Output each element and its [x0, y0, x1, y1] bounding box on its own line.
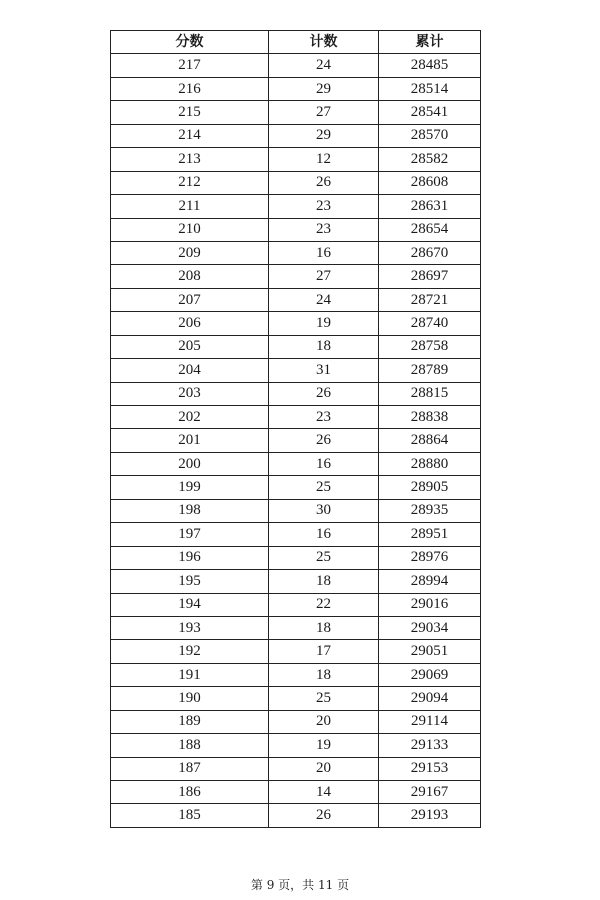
score-cell: 208: [111, 265, 269, 288]
cumulative-cell: 28905: [379, 476, 481, 499]
score-cell: 185: [111, 804, 269, 827]
table-row: [111, 804, 481, 827]
cumulative-cell: 29094: [379, 687, 481, 710]
cumulative-cell: 28994: [379, 570, 481, 593]
cumulative-cell: 29167: [379, 781, 481, 804]
count-cell: 25: [269, 546, 379, 569]
table-row: [111, 663, 481, 686]
table-row: [111, 218, 481, 241]
table-row: [111, 757, 481, 780]
cumulative-cell: 28815: [379, 382, 481, 405]
score-cell: 198: [111, 499, 269, 522]
cumulative-cell: 28582: [379, 148, 481, 171]
score-cell: 201: [111, 429, 269, 452]
score-cell: 186: [111, 781, 269, 804]
score-distribution-table: [110, 30, 481, 828]
score-cell: 194: [111, 593, 269, 616]
table-row: [111, 171, 481, 194]
table-row: [111, 710, 481, 733]
score-cell: 214: [111, 124, 269, 147]
cumulative-cell: 28740: [379, 312, 481, 335]
table-row: [111, 781, 481, 804]
count-cell: 16: [269, 452, 379, 475]
table-row: [111, 54, 481, 77]
count-cell: 30: [269, 499, 379, 522]
score-cell: 206: [111, 312, 269, 335]
count-cell: 18: [269, 570, 379, 593]
table-row: [111, 241, 481, 264]
cumulative-cell: 28670: [379, 241, 481, 264]
page-number-footer: 第 9 页，共 11 页: [250, 878, 350, 892]
table-row: [111, 687, 481, 710]
count-cell: 29: [269, 77, 379, 100]
cumulative-cell: 29016: [379, 593, 481, 616]
cumulative-cell: 28951: [379, 523, 481, 546]
table-row: [111, 734, 481, 757]
cumulative-cell: 28631: [379, 195, 481, 218]
count-cell: 25: [269, 476, 379, 499]
header-count: 计数: [269, 31, 379, 54]
score-cell: 187: [111, 757, 269, 780]
table-row: [111, 499, 481, 522]
count-cell: 26: [269, 382, 379, 405]
score-cell: 202: [111, 406, 269, 429]
cumulative-cell: 29133: [379, 734, 481, 757]
count-cell: 22: [269, 593, 379, 616]
count-cell: 27: [269, 265, 379, 288]
count-cell: 17: [269, 640, 379, 663]
count-cell: 16: [269, 241, 379, 264]
count-cell: 26: [269, 171, 379, 194]
cumulative-cell: 28864: [379, 429, 481, 452]
count-cell: 20: [269, 710, 379, 733]
cumulative-cell: 29153: [379, 757, 481, 780]
table-row: [111, 359, 481, 382]
table-row: [111, 616, 481, 639]
score-cell: 192: [111, 640, 269, 663]
count-cell: 26: [269, 429, 379, 452]
cumulative-cell: 28654: [379, 218, 481, 241]
score-cell: 200: [111, 452, 269, 475]
table-row: [111, 429, 481, 452]
count-cell: 24: [269, 54, 379, 77]
cumulative-cell: 29034: [379, 616, 481, 639]
score-cell: 213: [111, 148, 269, 171]
table-row: [111, 476, 481, 499]
table-row: [111, 546, 481, 569]
table-row: [111, 382, 481, 405]
cumulative-cell: 28880: [379, 452, 481, 475]
table-body: [111, 54, 481, 827]
table-row: [111, 101, 481, 124]
score-cell: 193: [111, 616, 269, 639]
score-cell: 195: [111, 570, 269, 593]
table-row: [111, 452, 481, 475]
count-cell: 12: [269, 148, 379, 171]
score-cell: 190: [111, 687, 269, 710]
count-cell: 24: [269, 288, 379, 311]
cumulative-cell: 28935: [379, 499, 481, 522]
cumulative-cell: 29193: [379, 804, 481, 827]
table-row: [111, 570, 481, 593]
cumulative-cell: 28570: [379, 124, 481, 147]
count-cell: 25: [269, 687, 379, 710]
score-cell: 203: [111, 382, 269, 405]
cumulative-cell: 28514: [379, 77, 481, 100]
table-row: [111, 148, 481, 171]
count-cell: 29: [269, 124, 379, 147]
score-cell: 189: [111, 710, 269, 733]
table-row: [111, 77, 481, 100]
count-cell: 18: [269, 335, 379, 358]
table-row: [111, 523, 481, 546]
score-cell: 207: [111, 288, 269, 311]
count-cell: 18: [269, 616, 379, 639]
score-cell: 216: [111, 77, 269, 100]
score-cell: 209: [111, 241, 269, 264]
score-cell: 217: [111, 54, 269, 77]
count-cell: 23: [269, 218, 379, 241]
cumulative-cell: 29069: [379, 663, 481, 686]
cumulative-cell: 29114: [379, 710, 481, 733]
cumulative-cell: 28838: [379, 406, 481, 429]
count-cell: 16: [269, 523, 379, 546]
score-cell: 196: [111, 546, 269, 569]
score-cell: 197: [111, 523, 269, 546]
score-cell: 204: [111, 359, 269, 382]
score-cell: 205: [111, 335, 269, 358]
table-row: [111, 124, 481, 147]
table-header-row: [111, 31, 481, 54]
table-row: [111, 406, 481, 429]
header-cumulative: 累计: [379, 31, 481, 54]
count-cell: 14: [269, 781, 379, 804]
table-row: [111, 288, 481, 311]
score-cell: 210: [111, 218, 269, 241]
count-cell: 23: [269, 406, 379, 429]
cumulative-cell: 28608: [379, 171, 481, 194]
count-cell: 31: [269, 359, 379, 382]
cumulative-cell: 29051: [379, 640, 481, 663]
cumulative-cell: 28721: [379, 288, 481, 311]
table-row: [111, 335, 481, 358]
cumulative-cell: 28789: [379, 359, 481, 382]
count-cell: 18: [269, 663, 379, 686]
cumulative-cell: 28758: [379, 335, 481, 358]
cumulative-cell: 28697: [379, 265, 481, 288]
count-cell: 19: [269, 734, 379, 757]
count-cell: 23: [269, 195, 379, 218]
table-row: [111, 593, 481, 616]
cumulative-cell: 28541: [379, 101, 481, 124]
score-cell: 191: [111, 663, 269, 686]
count-cell: 20: [269, 757, 379, 780]
score-cell: 211: [111, 195, 269, 218]
score-cell: 199: [111, 476, 269, 499]
cumulative-cell: 28976: [379, 546, 481, 569]
cumulative-cell: 28485: [379, 54, 481, 77]
table-row: [111, 265, 481, 288]
score-cell: 188: [111, 734, 269, 757]
count-cell: 27: [269, 101, 379, 124]
score-cell: 212: [111, 171, 269, 194]
table-row: [111, 312, 481, 335]
count-cell: 19: [269, 312, 379, 335]
header-score: 分数: [111, 31, 269, 54]
table-row: [111, 195, 481, 218]
table-row: [111, 640, 481, 663]
score-cell: 215: [111, 101, 269, 124]
count-cell: 26: [269, 804, 379, 827]
